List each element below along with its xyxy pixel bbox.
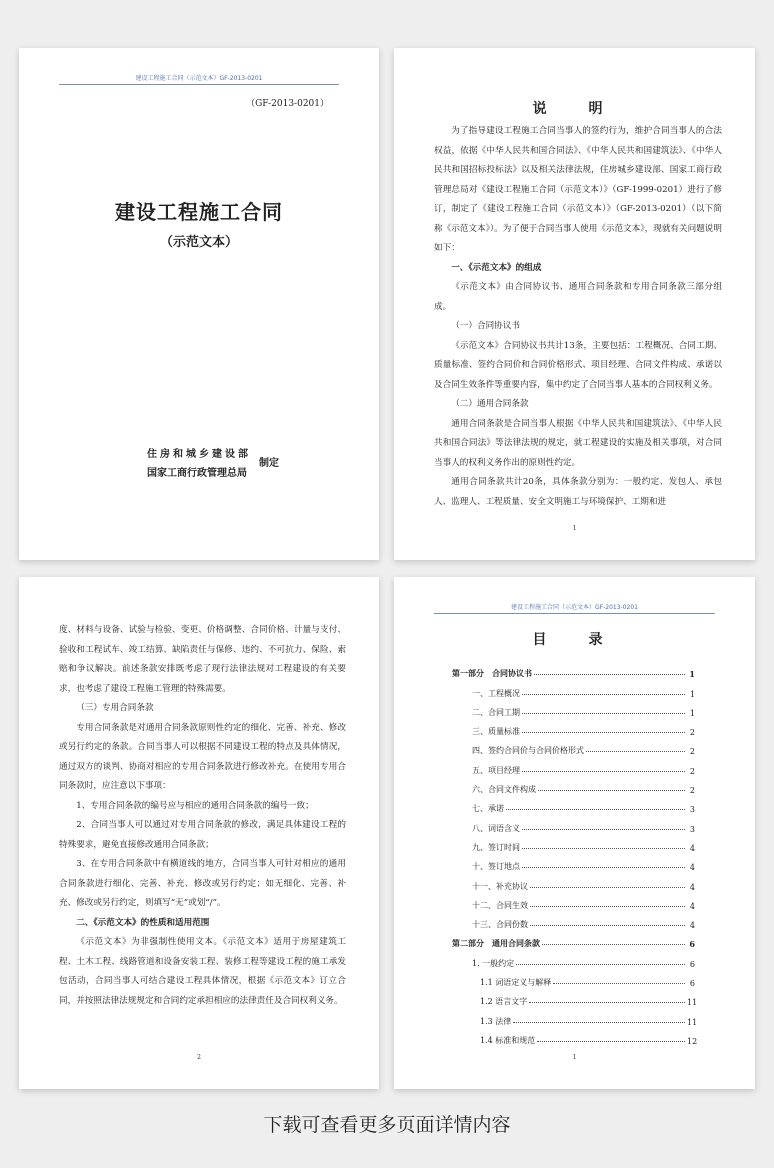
toc-entry[interactable] [452, 911, 695, 930]
toc-entry-label: 七、承诺 [472, 804, 504, 814]
toc-leader-dots [553, 983, 685, 984]
toc-entry[interactable] [452, 776, 695, 795]
document-page-cover [19, 48, 379, 560]
toc-entry-label: 1.2 语言文字 [480, 997, 528, 1007]
toc-title: 目 录 [532, 632, 617, 648]
page-number: 1 [572, 1054, 577, 1061]
toc-leader-dots [586, 751, 685, 752]
document-page-explanation [394, 48, 755, 560]
toc-entry[interactable] [452, 737, 695, 756]
toc-entry[interactable] [452, 1007, 698, 1027]
toc-leader-dots [542, 944, 685, 945]
toc-leader-dots [522, 848, 685, 849]
toc-leader-dots [530, 887, 685, 888]
subsection-heading: （三）专用合同条款 [76, 703, 154, 713]
toc-leader-dots [530, 906, 685, 907]
toc-entry-page: 3 [689, 824, 695, 834]
toc-entry-page: 4 [689, 901, 695, 911]
toc-entry-page: 1 [689, 689, 695, 699]
toc-entry[interactable] [452, 660, 695, 679]
running-header: 建设工程施工合同（示范文本）GF-2013-0201 [434, 602, 715, 614]
toc-entry-page: 4 [689, 843, 695, 853]
toc-leader-dots [506, 809, 685, 810]
toc-entry-label: 1. 一般约定 [472, 958, 515, 968]
toc-entry[interactable] [452, 872, 695, 891]
toc-leader-dots [516, 964, 685, 965]
toc-leader-dots [529, 1002, 685, 1003]
toc-entry[interactable] [452, 814, 695, 833]
paragraph: 1、专用合同条款的编号应与相应的通用合同条款的编号一致； [76, 800, 314, 811]
toc-entry[interactable] [452, 679, 695, 698]
toc-entry-label: 六、合同文件构成 [472, 785, 536, 795]
toc-leader-dots [537, 1041, 685, 1042]
paragraph: 2、合同当事人可以通过对专用合同条款的修改，满足具体建设工程的特殊要求，避免直接修改通用合同条款； [59, 820, 346, 850]
toc-entry[interactable] [452, 1027, 698, 1046]
toc-entry-label: 二、合同工期 [472, 707, 520, 717]
page-body [59, 621, 346, 1011]
paragraph: 3、在专用合同条款中有横道线的地方，合同当事人可针对相应的通用合同条款进行细化、完善、补充、修改或另行约定；如无细化、完善、补充、修改或另行约定，则填写“无”或划“/”。 [59, 859, 346, 908]
page-number: 2 [197, 1054, 201, 1061]
document-page-continuation [19, 577, 379, 1089]
toc-entry[interactable] [452, 699, 695, 718]
toc-entry[interactable] [452, 949, 695, 968]
toc-entry-label: 十二、合同生效 [472, 900, 528, 910]
toc-entry[interactable] [452, 834, 695, 853]
toc-entry-page: 2 [689, 728, 695, 738]
toc-leader-dots [522, 867, 685, 868]
toc-entry-label: 四、签约合同价与合同价格形式 [472, 746, 584, 756]
paragraph: 《示范文本》由合同协议书、通用合同条款和专用合同条款三部分组成。 [434, 282, 722, 312]
page-number: 1 [572, 525, 577, 532]
toc-entry-label: 十三、合同份数 [472, 920, 528, 930]
toc-entry-page: 2 [689, 786, 695, 796]
paragraph: 度、材料与设备、试验与检验、变更、价格调整、合同价格、计量与支付、验收和工程试车、竣工结算、缺陷责任与保修、违约、不可抗力、保险、索赔和争议解决。前述条款安排既考虑了现行法律法规对工程建设的有关要求，也考虑了建设工程施工管理的特殊需要。 [59, 625, 346, 694]
toc-leader-dots [522, 713, 685, 714]
paragraph: 通用合同条款是合同当事人根据《中华人民共和国建筑法》、《中华人民共和国合同法》等法律法规的规定，就工程建设的实施及相关事项，对合同当事人的权利义务作出的原则性约定。 [434, 418, 722, 468]
subsection-heading: （一）合同协议书 [451, 321, 520, 331]
toc-entry-label: 1.1 词语定义与解释 [480, 978, 552, 988]
paragraph: 通用合同条款共计20条，具体条款分别为：一般约定、发包人、承包人、监理人、工程质量、安全文明施工与环境保护、工期和进 [434, 477, 722, 507]
toc-leader-dots [522, 694, 685, 695]
section-heading: 一、《示范文本》的组成 [451, 262, 542, 273]
toc-entry-page: 3 [689, 805, 695, 815]
toc-entry-label: 1.4 标准和规范 [480, 1035, 536, 1045]
toc-entry-label: 十一、补充协议 [472, 881, 528, 891]
toc-entry-label: 五、项目经理 [472, 765, 520, 775]
toc-entry-label: 三、质量标准 [472, 727, 520, 737]
page-body [434, 122, 722, 512]
toc-entry-label: 八、词语含义 [472, 823, 520, 833]
section-heading: 二、《示范文本》的性质和适用范围 [76, 917, 210, 928]
cover-subtitle: （示范文本） [159, 235, 238, 250]
toc-entry-label: 十、签订地点 [472, 862, 520, 872]
toc-entry-label: 第二部分 通用合同条款 [452, 938, 540, 949]
toc-entry[interactable] [452, 930, 695, 949]
issuer-line-1: 住房和城乡建设部 [147, 449, 251, 460]
toc-entry[interactable] [452, 795, 695, 814]
download-caption: 下载可查看更多页面详情内容 [263, 1114, 511, 1136]
toc-entry-page: 4 [689, 863, 695, 873]
document-page-toc [394, 577, 755, 1089]
toc-entry-page: 2 [689, 766, 695, 776]
issuer-suffix: 制定 [259, 458, 279, 469]
toc-entry[interactable] [452, 853, 695, 872]
toc-entry-page: 11 [687, 1017, 698, 1027]
paragraph: 专用合同条款是对通用合同条款原则性约定的细化、完善、补充、修改或另行约定的条款。合同当事人可以根据不同建设工程的特点及具体情况，通过双方的谈判、协商对相应的专用合同条款进行修改补充。在使用专用合同条款时，应注意以下事项： [59, 722, 346, 791]
toc-leader-dots [522, 829, 685, 830]
toc-entry[interactable] [452, 892, 695, 911]
toc-leader-dots [513, 1022, 685, 1023]
cover-title: 建设工程施工合同 [115, 200, 283, 224]
toc-entry-page: 1 [689, 669, 695, 680]
toc-leader-dots [530, 925, 685, 926]
toc-entry-page: 6 [689, 979, 695, 989]
toc-entry[interactable] [452, 969, 695, 988]
table-of-contents [452, 660, 698, 1046]
toc-entry-page: 4 [689, 882, 695, 892]
toc-entry-page: 12 [687, 1036, 698, 1046]
paragraph: 为了指导建设工程施工合同当事人的签约行为，维护合同当事人的合法权益，依据《中华人民共和国合同法》、《中华人民共和国建筑法》、《中华人民共和国招标投标法》以及相关法律法规，住房城乡建设部、国家工商行政管理总局对《建设工程施工合同（示范文本）》（GF-1999-0201）进行了修订，制定了《建设工程施工合同（示范文本）》（GF-2013-0201）（以下简称《示范文本》）。为了便于合同当事人使用《示范文本》，现就有关问题说明如下： [434, 126, 722, 253]
toc-entry-page: 2 [689, 747, 695, 757]
toc-entry-page: 1 [689, 708, 695, 718]
paragraph: 《示范文本》为非强制性使用文本。《示范文本》适用于房屋建筑工程、土木工程、线路管道和设备安装工程、装修工程等建设工程的施工承发包活动，合同当事人可结合建设工程具体情况，根据《示范文本》订立合同，并按照法律法规规定和合同约定承担相应的法律责任及合同权利义务。 [59, 937, 346, 1006]
toc-entry-label: 一、工程概况 [472, 688, 520, 698]
paragraph: 《示范文本》合同协议书共计13条，主要包括：工程概况、合同工期、质量标准、签约合同价和合同价格形式、项目经理、合同文件构成、承诺以及合同生效条件等重要内容，集中约定了合同当事人基本的合同权利义务。 [434, 340, 722, 390]
toc-entry-page: 4 [689, 921, 695, 931]
page-title: 说 明 [532, 101, 617, 117]
toc-entry-label: 九、签订时间 [472, 842, 520, 852]
toc-leader-dots [522, 771, 685, 772]
toc-entry-page: 6 [689, 939, 695, 950]
toc-entry-label: 1.3 法律 [480, 1016, 512, 1026]
toc-entry-page: 6 [689, 959, 695, 969]
document-code: （GF-2013-0201） [246, 99, 329, 109]
toc-entry-page: 11 [687, 998, 698, 1008]
issuer-line-2: 国家工商行政管理总局 [147, 468, 247, 479]
toc-leader-dots [538, 790, 685, 791]
toc-entry-label: 第一部分 合同协议书 [452, 668, 532, 679]
subsection-heading: （二）通用合同条款 [451, 399, 529, 409]
toc-entry[interactable] [452, 756, 695, 775]
running-header: 建设工程施工合同（示范文本）GF-2013-0201 [59, 73, 339, 85]
toc-entry[interactable] [452, 988, 698, 1008]
toc-leader-dots [534, 674, 685, 675]
toc-leader-dots [522, 732, 685, 733]
toc-entry[interactable] [452, 718, 695, 737]
